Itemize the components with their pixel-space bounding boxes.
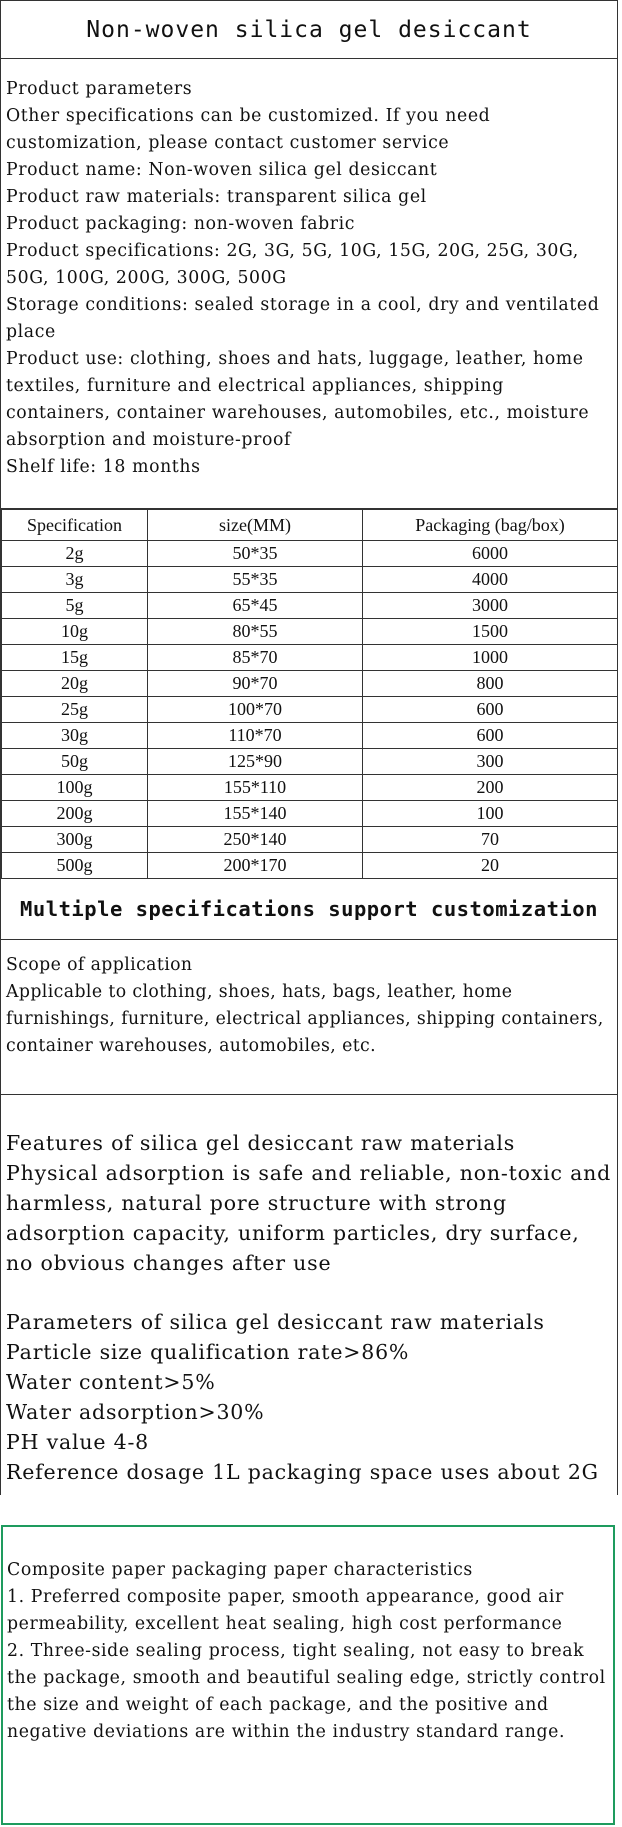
cell-size: 200*170 (148, 853, 363, 879)
cell-size: 155*140 (148, 801, 363, 827)
table-header-row (2, 510, 618, 541)
cell-size: 55*35 (148, 567, 363, 593)
header-size: size(MM) (148, 510, 363, 541)
cell-packaging: 3000 (363, 593, 618, 619)
cell-size: 50*35 (148, 541, 363, 567)
param-line: Product specifications: 2G, 3G, 5G, 10G, 15G, 20G, 25G, 30G, 50G, 100G, 200G, 300G, 500G (6, 241, 579, 288)
cell-packaging: 20 (363, 853, 618, 879)
cell-specification: 15g (2, 645, 148, 671)
cell-specification: 25g (2, 697, 148, 723)
cell-size: 90*70 (148, 671, 363, 697)
cell-specification: 300g (2, 827, 148, 853)
features-heading: Features of silica gel desiccant raw materials (6, 1131, 516, 1155)
param-line: Product parameters (6, 79, 193, 99)
raw-param-line: Water adsorption>30% (6, 1400, 265, 1424)
table-row (2, 827, 618, 853)
scope-of-application (1, 940, 617, 1095)
cell-packaging: 70 (363, 827, 618, 853)
scope-text: Applicable to clothing, shoes, hats, bags, leather, home furnishings, furniture, electrical appliances, shipping containers, container warehouses, automobiles, etc. (6, 982, 604, 1056)
cell-size: 250*140 (148, 827, 363, 853)
composite-paper-characteristics (1, 1525, 615, 1825)
cell-specification: 500g (2, 853, 148, 879)
table-row (2, 671, 618, 697)
cell-packaging: 300 (363, 749, 618, 775)
cell-packaging: 1500 (363, 619, 618, 645)
raw-material-features (1, 1095, 617, 1495)
table-body (2, 541, 618, 879)
param-line: Shelf life: 18 months (6, 457, 201, 477)
product-parameters (1, 59, 617, 509)
cell-packaging: 6000 (363, 541, 618, 567)
param-line: Product use: clothing, shoes and hats, luggage, leather, home textiles, furniture and electrical appliances, shipping containers, container warehouses, automobiles, etc., moisture absorption and moisture-proof (6, 349, 590, 450)
cell-packaging: 600 (363, 697, 618, 723)
raw-param-line: Reference dosage 1L packaging space uses about 2G (6, 1460, 599, 1484)
cell-packaging: 4000 (363, 567, 618, 593)
table-row (2, 567, 618, 593)
cell-specification: 2g (2, 541, 148, 567)
cell-size: 85*70 (148, 645, 363, 671)
cell-packaging: 1000 (363, 645, 618, 671)
table-row (2, 749, 618, 775)
param-line: Product raw materials: transparent silica gel (6, 187, 427, 207)
page-title: Non-woven silica gel desiccant (1, 0, 617, 59)
table-row (2, 697, 618, 723)
table-row (2, 801, 618, 827)
table-row (2, 775, 618, 801)
table-row (2, 541, 618, 567)
raw-param-line: Water content>5% (6, 1370, 216, 1394)
cell-specification: 10g (2, 619, 148, 645)
header-packaging: Packaging (bag/box) (363, 510, 618, 541)
specification-table (1, 509, 618, 879)
table-row (2, 593, 618, 619)
param-line: Storage conditions: sealed storage in a cool, dry and ventilated place (6, 295, 600, 342)
customization-banner: Multiple specifications support customization (1, 879, 617, 940)
scope-heading: Scope of application (6, 955, 193, 975)
param-line: Product packaging: non-woven fabric (6, 214, 356, 234)
composite-item: 1. Preferred composite paper, smooth appearance, good air permeability, excellent heat sealing, high cost performance (7, 1587, 564, 1634)
raw-params-heading: Parameters of silica gel desiccant raw materials (6, 1310, 545, 1334)
cell-packaging: 800 (363, 671, 618, 697)
cell-specification: 3g (2, 567, 148, 593)
composite-heading: Composite paper packaging paper characteristics (7, 1560, 473, 1580)
cell-specification: 50g (2, 749, 148, 775)
table-row (2, 723, 618, 749)
cell-packaging: 200 (363, 775, 618, 801)
spacer (6, 1278, 613, 1307)
cell-size: 100*70 (148, 697, 363, 723)
cell-size: 125*90 (148, 749, 363, 775)
param-line: Other specifications can be customized. If you need customization, please contact customer service (6, 106, 491, 153)
table-row (2, 853, 618, 879)
features-text: Physical adsorption is safe and reliable, non-toxic and harmless, natural pore structure with strong adsorption capacity, uniform particles, dry surface, no obvious changes after use (6, 1161, 612, 1275)
cell-packaging: 100 (363, 801, 618, 827)
cell-packaging: 600 (363, 723, 618, 749)
cell-specification: 30g (2, 723, 148, 749)
composite-item: 2. Three-side sealing process, tight sealing, not easy to break the package, smooth and beautiful sealing edge, strictly control the size and weight of each package, and the positive and negative deviations are within the industry standard range. (7, 1641, 606, 1742)
cell-size: 80*55 (148, 619, 363, 645)
cell-size: 155*110 (148, 775, 363, 801)
param-line: Product name: Non-woven silica gel desiccant (6, 160, 438, 180)
cell-specification: 200g (2, 801, 148, 827)
raw-param-line: Particle size qualification rate>86% (6, 1340, 410, 1364)
cell-specification: 20g (2, 671, 148, 697)
cell-specification: 100g (2, 775, 148, 801)
cell-specification: 5g (2, 593, 148, 619)
cell-size: 65*45 (148, 593, 363, 619)
cell-size: 110*70 (148, 723, 363, 749)
table-row (2, 645, 618, 671)
table-row (2, 619, 618, 645)
header-specification: Specification (2, 510, 148, 541)
raw-param-line: PH value 4-8 (6, 1430, 150, 1454)
